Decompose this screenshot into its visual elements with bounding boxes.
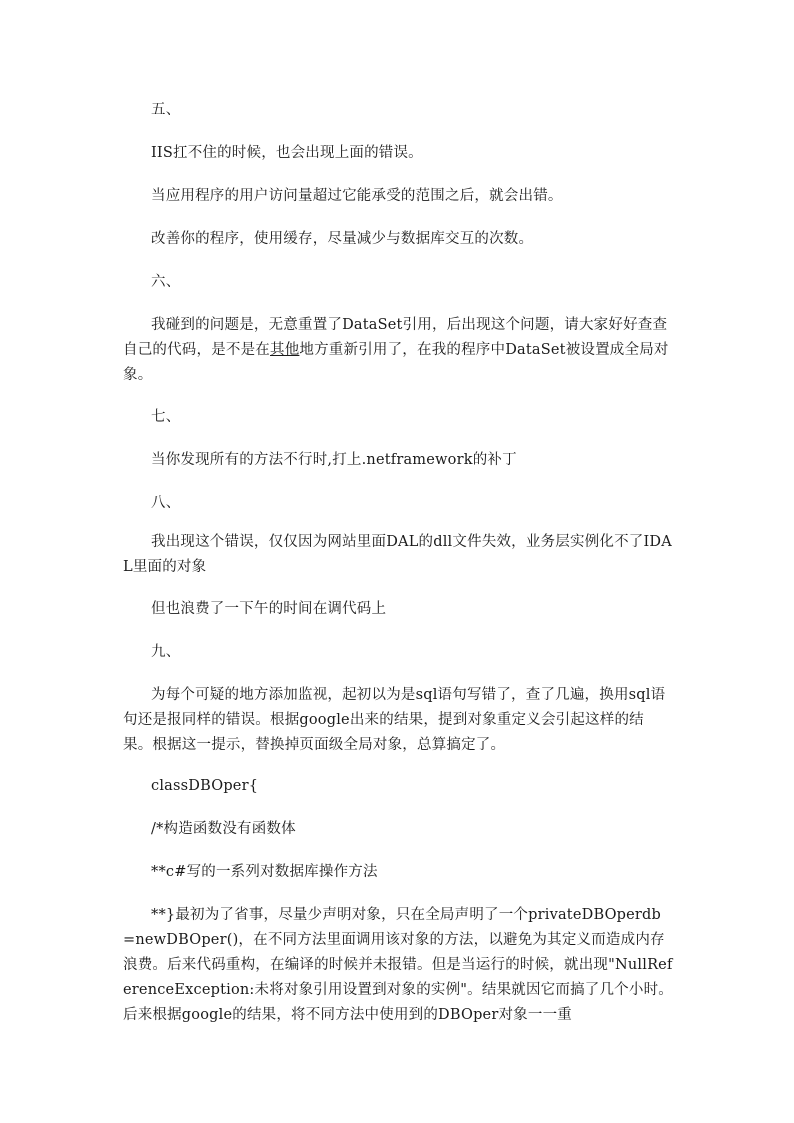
- paragraph-iis-overload: IIS扛不住的时候，也会出现上面的错误。: [151, 145, 423, 161]
- paragraph-global-object: **}最初为了省事，尽量少声明对象，只在全局声明了一个privateDBOperdb=newDBOper()，在不同方法里面调用该对象的方法，以避免为其定义而造成内存浪费。后来代码重构，在编译的时候并未报错。但是当运行的时候，就出现"NullReferenceException:未将对象引用设置到对象的实例"。结果就因它而搞了几个小时。后来根据google的结果，将不同方法中使用到的DBOper对象一一重: [123, 907, 673, 1023]
- section-heading-7: 七、: [151, 409, 181, 425]
- paragraph-improve-program: 改善你的程序，使用缓存，尽量减少与数据库交互的次数。: [151, 231, 534, 247]
- code-class-dboper: classDBOper{: [151, 778, 259, 794]
- paragraph-dataset-reset-part1: 我碰到的问题是，无意重置了DataSet引用，后出现这个问题，请大家好好查查自己的代码，是不是在: [123, 317, 668, 358]
- section-heading-8: 八、: [151, 495, 181, 511]
- paragraph-dataset-reset: [123, 313, 673, 388]
- section-heading-9: 九、: [151, 644, 181, 660]
- section-heading-6: 六、: [151, 274, 181, 290]
- paragraph-dataset-reset-part2: 地方重新引用了，在我的程序中DataSet被设置成全局对象。: [123, 342, 669, 383]
- underlined-word-other: 其他: [270, 342, 300, 358]
- paragraph-watch-debug: 为每个可疑的地方添加监视，起初以为是sql语句写错了，查了几遍，换用sql语句还是报同样的错误。根据google出来的结果，提到对象重定义会引起这样的结果。根据这一提示，替换掉页面级全局对象，总算搞定了。: [123, 687, 666, 753]
- section-heading-5: 五、: [151, 102, 181, 118]
- paragraph-wasted-afternoon: 但也浪费了一下午的时间在调代码上: [151, 601, 387, 617]
- code-comment-constructor: /*构造函数没有函数体: [151, 821, 296, 837]
- paragraph-dal-dll: 我出现这个错误，仅仅因为网站里面DAL的dll文件失效，业务层实例化不了IDAL里面的对象: [123, 534, 672, 575]
- code-comment-methods: **c#写的一系列对数据库操作方法: [151, 864, 378, 880]
- paragraph-traffic-exceeded: 当应用程序的用户访问量超过它能承受的范围之后，就会出错。: [151, 188, 563, 204]
- paragraph-netframework-patch: 当你发现所有的方法不行时,打上.netframework的补丁: [151, 452, 517, 468]
